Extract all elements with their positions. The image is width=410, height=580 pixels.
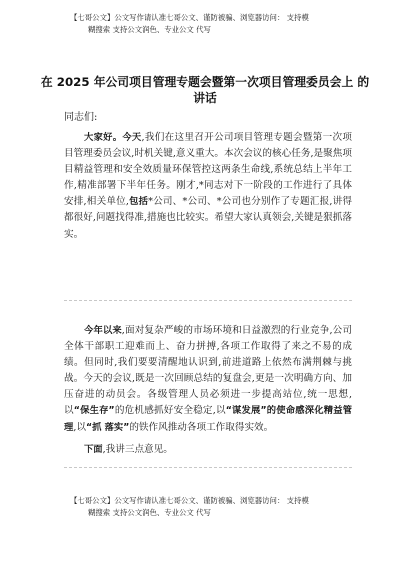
paragraph-2-text-c: ,以	[73, 421, 86, 433]
salutation: 同志们:	[64, 112, 98, 123]
paragraph-3-text: ,我讲三点意见。	[102, 444, 173, 455]
paragraph-2-text-a: ,面对复杂严峻的市场环境和日益激烈的行业竞争,公司全体干部职工迎难而上、奋力拼搏,各项工作取得了来之不易的成绩。但同时,我们要要清醒地认识到,前进道路上依然布满荆棘与挑战。今天的会议,既是一次回顾总结的复盘会,更是一次明确方向、加压奋进的动员会。各级管理人员必须进一步提高站位,统一思想,以	[64, 325, 352, 417]
paragraph-2-text-d: 的铁作风推动各项工作取得实效。	[129, 421, 274, 433]
footer-line-1: 【七哥公文】公文写作请认准七哥公文、谨防被骗、浏览器访问： 支持模	[70, 496, 309, 505]
paragraph-2-bold-quote-2: “谋发展”的使命感深化精益管理	[64, 405, 352, 433]
header-line-1: 【七哥公文】公文写作请认准七哥公文、谨防被骗、浏览器访问： 支持模	[70, 13, 309, 22]
paragraph-1-bold-opening: 大家好。今天	[84, 132, 142, 143]
paragraph-2-bold-opening: 今年以来	[84, 325, 122, 336]
section-divider	[64, 467, 352, 468]
paragraph-1-text-b: *公司、*公司、*公司也分别作了专题汇报,讲得都很好,问题找得准,措施也比较实。希望大家认真领会,关键是狠抓落实。	[64, 196, 352, 240]
paragraph-1	[64, 130, 352, 243]
section-divider	[64, 300, 352, 301]
paragraph-2-bold-quote-1: “保生存”	[73, 405, 115, 417]
page-footer	[70, 495, 370, 519]
page-header	[70, 12, 370, 36]
document-title: 在 2025 年公司项目管理专题会暨第一次项目管理委员会上 的讲话	[40, 75, 370, 105]
paragraph-2-bold-quote-3: “抓 落实”	[85, 421, 130, 433]
footer-line-2: 糊搜索 支持公文润色、专业公文 代写	[88, 508, 211, 517]
paragraph-2-text-b: 的危机感抓好安全稳定,以	[114, 405, 226, 417]
paragraph-3	[64, 442, 352, 458]
paragraph-3-bold-opening: 下面	[84, 444, 103, 455]
paragraph-1-text-a: ,我们在这里召开公司项目管理专题会暨第一次项目管理委员会议,时机关键,意义重大。本次会议的核心任务,是聚焦项目精益管理和安全效质量环保管控这两条生命线,系统总结上半年工作,精准部署下半年任务。刚才,*同志对下一阶段的工作进行了具体安排,相关单位,	[64, 132, 352, 208]
paragraph-2	[64, 323, 352, 436]
paragraph-1-bold-include: 包括	[128, 196, 149, 208]
header-line-2: 糊搜索 支持公文润色、专业公文 代写	[88, 25, 211, 34]
